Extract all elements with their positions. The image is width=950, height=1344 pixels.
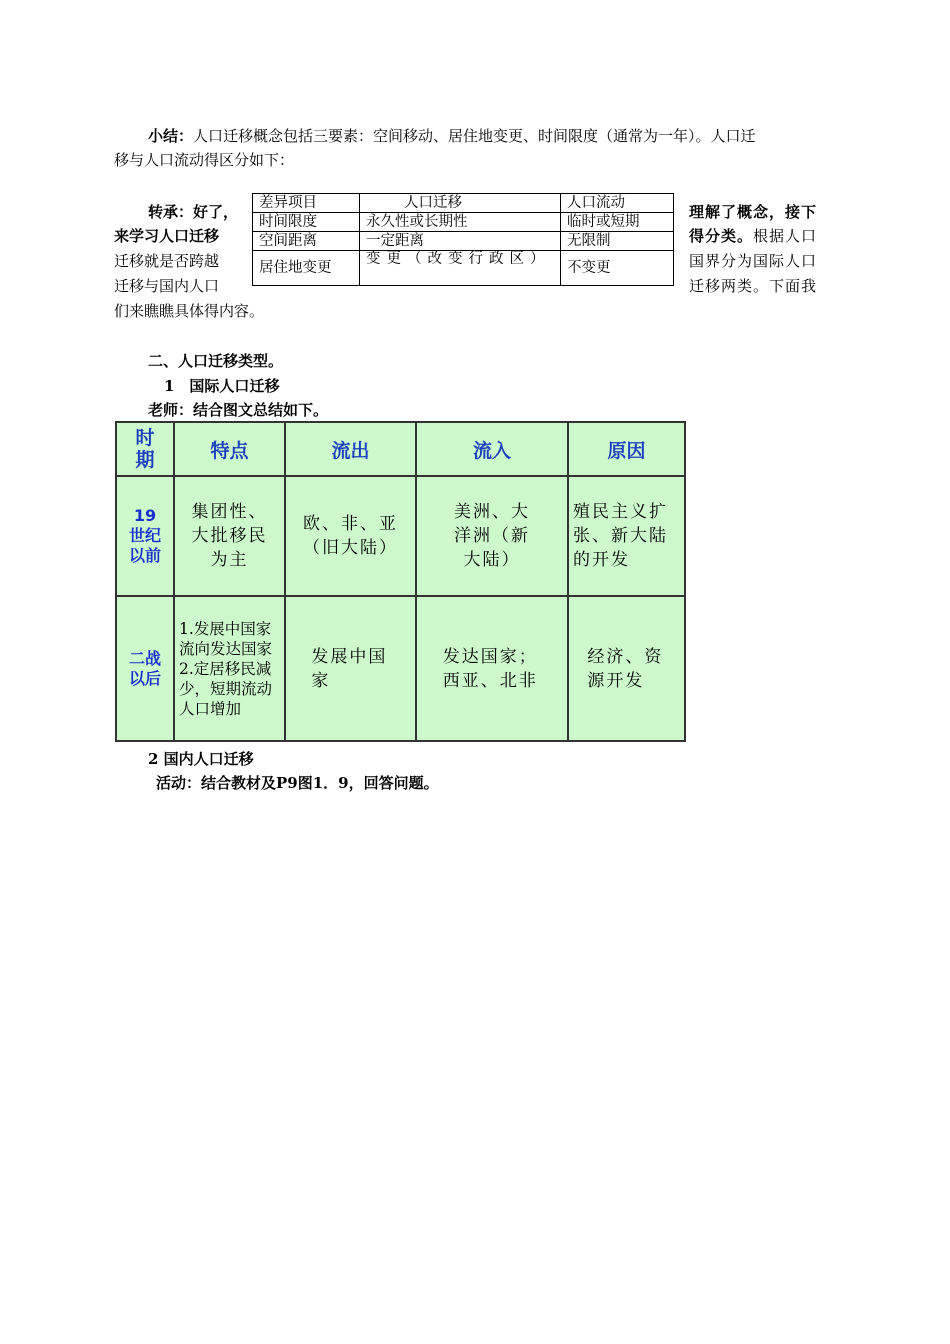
outflow-cell — [285, 596, 416, 741]
feature-cell — [174, 596, 285, 741]
header-inflow: 流入 — [416, 422, 568, 476]
transition-right-2-bold: 得分类。 — [689, 227, 754, 245]
comparison-cell: 居住地变更 — [253, 251, 360, 286]
summary-text-1: 人口迁移概念包括三要素：空间移动、居住地变更、时间限度（通常为一年）。人口迁 — [193, 127, 756, 145]
comparison-cell: 无限制 — [561, 232, 674, 251]
period-cell — [116, 596, 174, 741]
header-outflow: 流出 — [285, 422, 416, 476]
reason-text: 殖民主义扩张、新大陆的开发 — [573, 502, 668, 570]
comparison-table — [252, 193, 674, 286]
transition-right-2-rest: 根据人口 — [753, 227, 818, 245]
outflow-cell — [285, 476, 416, 596]
transition-right-3: 国界分为国际人口 — [689, 252, 818, 270]
summary-label: 小结： — [148, 127, 194, 145]
comparison-row — [253, 213, 674, 232]
reason-text: 经济、资源开发 — [587, 646, 664, 691]
comparison-cell: 不变更 — [561, 251, 674, 286]
transition-left-3: 迁移就是否跨越 — [114, 252, 220, 270]
summary-line-2: 移与人口流动得区分如下： — [114, 151, 295, 169]
transition-left-2: 来学习人口迁移 — [114, 227, 220, 245]
transition-right-4: 迁移两类。下面我 — [689, 277, 818, 295]
inflow-text: 发达国家；西亚、北非 — [442, 646, 538, 691]
comparison-cell: 永久性或长期性 — [360, 213, 561, 232]
migration-header-row — [116, 422, 685, 476]
reason-cell — [568, 596, 685, 741]
migration-row — [116, 596, 685, 741]
comparison-cell: 空间距离 — [253, 232, 360, 251]
header-period — [116, 422, 174, 476]
teacher-note: 老师：结合图文总结如下。 — [148, 401, 329, 419]
comparison-cell: 一定距离 — [360, 232, 561, 251]
comparison-header-cell: 人口迁移 — [360, 194, 561, 213]
header-feature: 特点 — [174, 422, 285, 476]
migration-table — [115, 421, 686, 742]
comparison-cell: 变更（改变行政区） — [360, 251, 561, 286]
period-cell — [116, 476, 174, 596]
activity-text: 活动：结合教材及P9图1．9，回答问题。 — [156, 774, 439, 792]
outflow-text: 欧、非、亚（旧大陆） — [303, 514, 398, 558]
transition-last-line: 们来瞧瞧具体得内容。 — [114, 302, 265, 320]
transition-right-2 — [689, 224, 817, 248]
comparison-row — [253, 251, 674, 286]
feature-text: 集团性、大批移民为主 — [191, 502, 268, 570]
transition-right-1: 理解了概念，接下 — [689, 203, 818, 221]
header-reason: 原因 — [568, 422, 685, 476]
feature-text: 1.发展中国家流向发达国家2.定居移民减少，短期流动人口增加 — [179, 619, 273, 718]
outflow-text: 发展中国家 — [311, 646, 388, 691]
comparison-cell: 临时或短期 — [561, 213, 674, 232]
section-2-sub-2: 2 国内人口迁移 — [148, 750, 254, 768]
comparison-header-cell: 差异项目 — [253, 194, 360, 213]
summary-line-1 — [148, 124, 756, 148]
section-2-title: 二、人口迁移类型。 — [148, 352, 284, 370]
inflow-cell — [416, 596, 568, 741]
comparison-header-cell: 人口流动 — [561, 194, 674, 213]
header-period-text: 时期 — [135, 427, 155, 471]
period-text: 二战以后 — [128, 648, 161, 688]
inflow-cell — [416, 476, 568, 596]
section-2-sub-1: 1 国际人口迁移 — [164, 377, 280, 395]
period-text: 19世纪以前 — [128, 506, 161, 565]
inflow-text: 美洲、大洋洲（新大陆） — [454, 502, 530, 570]
transition-left-1: 转承：好了， — [148, 203, 239, 221]
migration-row — [116, 476, 685, 596]
feature-cell — [174, 476, 285, 596]
comparison-row — [253, 232, 674, 251]
comparison-cell: 时间限度 — [253, 213, 360, 232]
reason-cell — [568, 476, 685, 596]
comparison-header-row — [253, 194, 674, 213]
transition-left-4: 迁移与国内人口 — [114, 277, 220, 295]
